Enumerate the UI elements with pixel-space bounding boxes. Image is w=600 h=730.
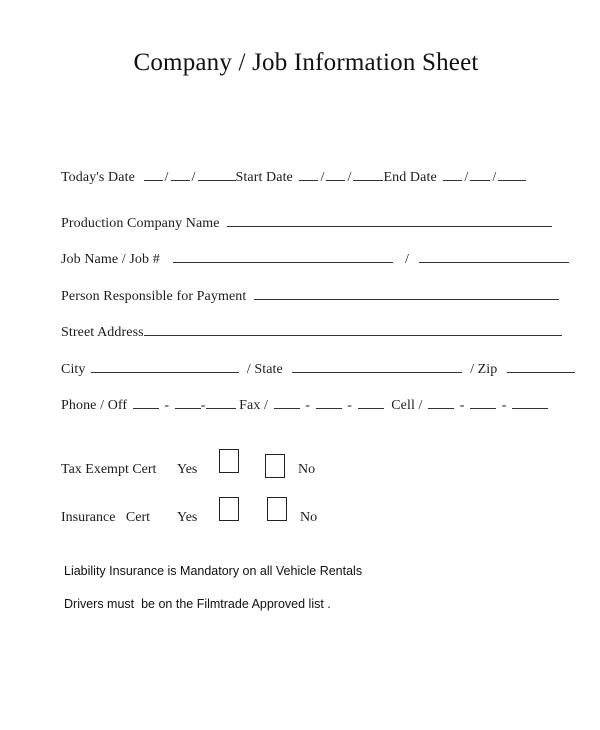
fax-label: Fax /	[239, 398, 269, 413]
insurance-yes-checkbox[interactable]	[219, 497, 239, 521]
job-name-row	[61, 250, 569, 268]
person-responsible-row	[61, 287, 559, 305]
phone-line-field[interactable]	[206, 396, 236, 409]
tax-exempt-yes-label: Yes	[177, 462, 198, 477]
city-row	[61, 360, 575, 378]
phone-prefix-field[interactable]	[175, 396, 201, 409]
job-number-separator: /	[405, 252, 410, 267]
phone-area-field[interactable]	[133, 396, 159, 409]
fax-dash: -	[347, 398, 352, 413]
cell-dash: -	[459, 398, 465, 413]
page-title: Company / Job Information Sheet	[133, 49, 479, 76]
end-date-month-field[interactable]	[443, 168, 462, 181]
person-responsible-field[interactable]	[254, 287, 559, 300]
job-name-field[interactable]	[173, 250, 393, 263]
start-date-month-field[interactable]	[299, 168, 318, 181]
street-address-field[interactable]	[144, 323, 562, 336]
job-number-field[interactable]	[419, 250, 569, 263]
fax-line-field[interactable]	[358, 396, 384, 409]
start-date-label: Start Date	[235, 170, 293, 185]
tax-exempt-no-checkbox[interactable]	[265, 454, 285, 478]
city-field[interactable]	[91, 360, 239, 373]
todays-date-day-field[interactable]	[171, 168, 190, 181]
end-date-label: End Date	[383, 170, 437, 185]
state-label: / State	[246, 362, 283, 377]
end-date-day-field[interactable]	[470, 168, 490, 181]
end-date-year-field[interactable]	[498, 168, 526, 181]
fax-dash: -	[305, 398, 311, 413]
zip-field[interactable]	[507, 360, 575, 373]
todays-date-label: Today's Date	[61, 170, 135, 185]
insurance-label: Insurance Cert	[61, 510, 151, 525]
production-company-field[interactable]	[227, 214, 552, 227]
dates-row: Today's Date / / Start Date / / End Date / /	[61, 168, 526, 186]
insurance-yes-label: Yes	[177, 510, 198, 525]
fax-prefix-field[interactable]	[316, 396, 342, 409]
cell-prefix-field[interactable]	[470, 396, 496, 409]
insurance-no-label: No	[300, 510, 318, 525]
cell-line-field[interactable]	[512, 396, 548, 409]
fax-area-field[interactable]	[274, 396, 300, 409]
job-name-label: Job Name / Job #	[61, 252, 160, 267]
state-field[interactable]	[292, 360, 462, 373]
street-address-row	[61, 323, 562, 341]
tax-exempt-yes-checkbox[interactable]	[219, 449, 239, 473]
person-responsible-label: Person Responsible for Payment	[61, 289, 247, 304]
cell-label: Cell /	[391, 398, 423, 413]
drivers-note: Drivers must be on the Filmtrade Approved list .	[64, 597, 331, 611]
production-company-row	[61, 214, 552, 232]
todays-date-year-field[interactable]	[198, 168, 236, 181]
city-label: City	[61, 362, 86, 377]
phone-dash: -	[164, 398, 170, 413]
start-date-day-field[interactable]	[326, 168, 345, 181]
tax-exempt-label: Tax Exempt Cert	[61, 462, 157, 477]
street-address-label: Street Address	[61, 325, 144, 340]
phone-dash: -	[200, 398, 206, 413]
liability-note: Liability Insurance is Mandatory on all Vehicle Rentals	[64, 564, 363, 578]
production-company-label: Production Company Name	[61, 216, 220, 231]
start-date-year-field[interactable]	[353, 168, 383, 181]
cell-area-field[interactable]	[428, 396, 454, 409]
phone-row	[61, 396, 548, 414]
todays-date-month-field[interactable]	[144, 168, 163, 181]
phone-off-label: Phone / Off	[61, 398, 128, 413]
cell-dash: -	[501, 398, 507, 413]
insurance-no-checkbox[interactable]	[267, 497, 287, 521]
zip-label: / Zip	[470, 362, 498, 377]
tax-exempt-no-label: No	[298, 462, 316, 477]
